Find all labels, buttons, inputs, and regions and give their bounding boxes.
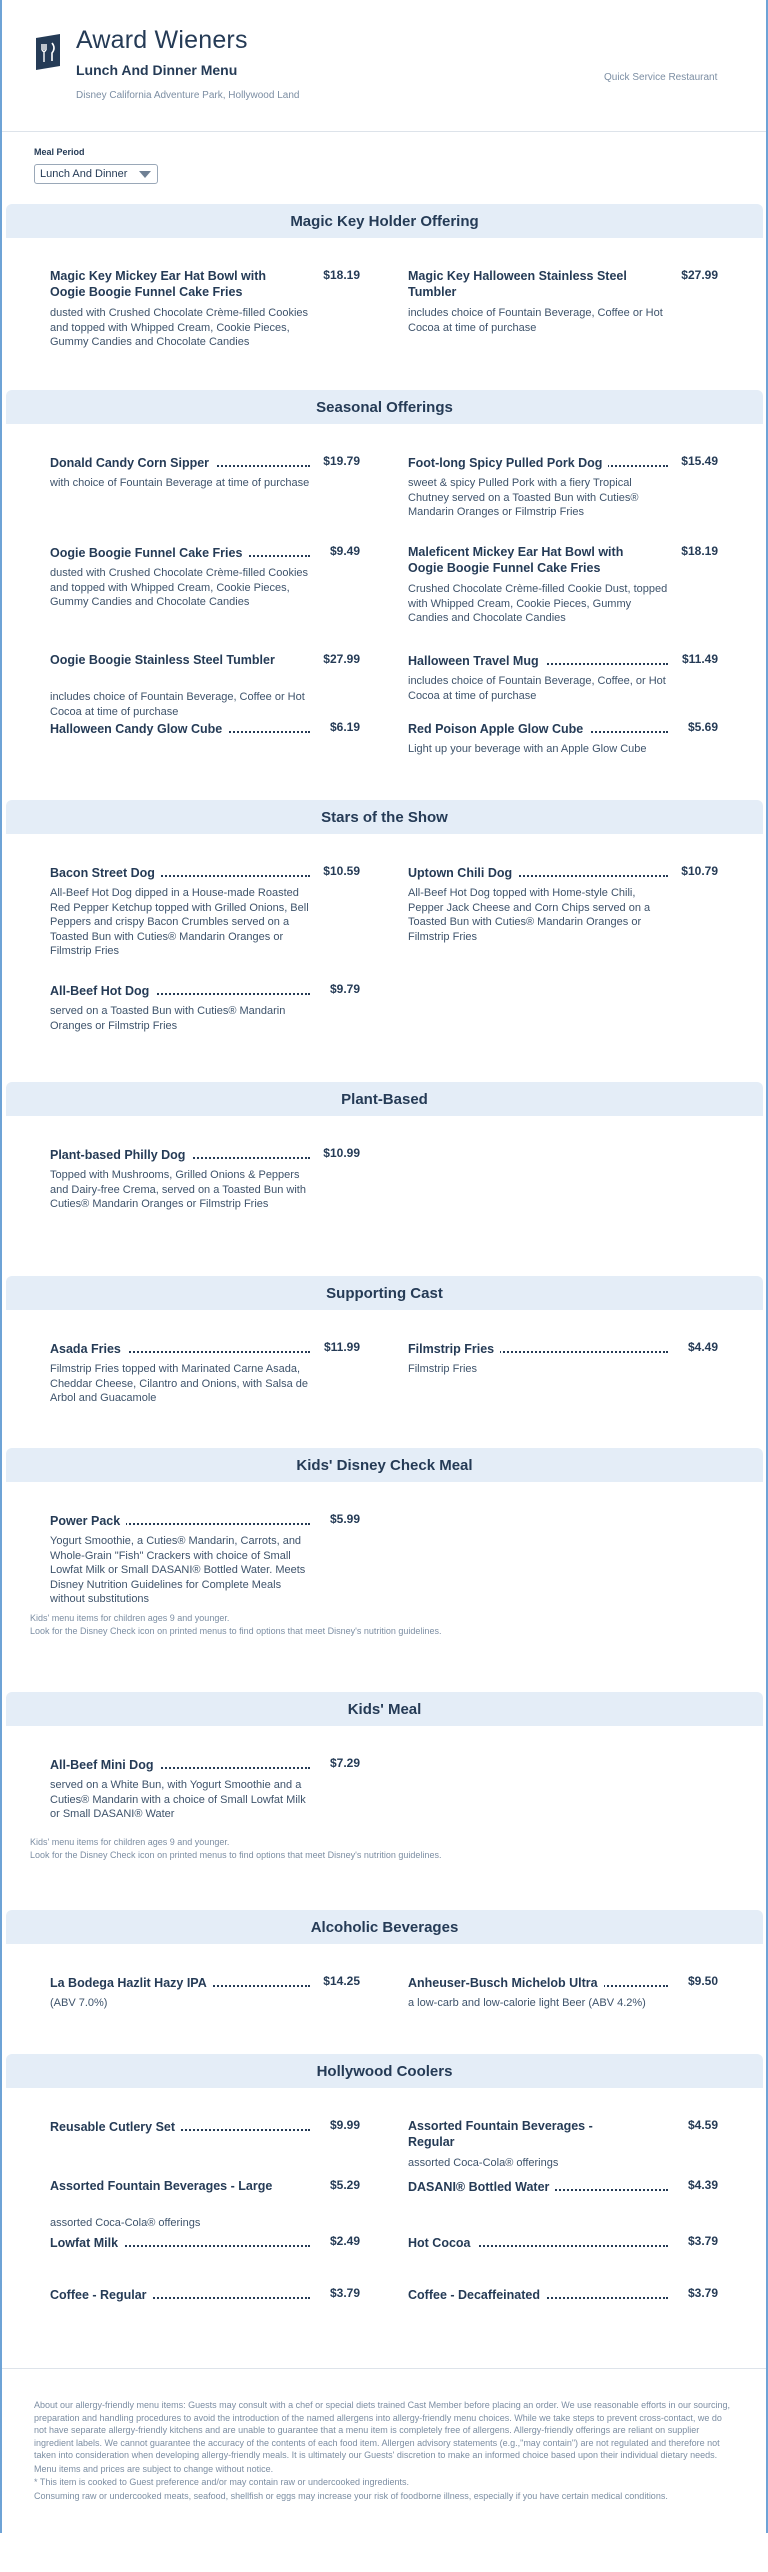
restaurant-name: Award Wieners [76,26,248,54]
item-name: Halloween Candy Glow Cube [50,722,228,736]
item-price: $18.19 [317,268,360,282]
item-description: All-Beef Hot Dog topped with Home-style Chili, Pepper Jack Cheese and Corn Chips served on a Toasted Bun with Cuties® Mandarin Oranges or Filmstrip Fries [408,887,651,943]
menu-item [50,2234,360,2250]
section-items [2,864,766,1052]
item-name: Power Pack [50,1514,126,1528]
section-kids-meal [2,1692,766,1910]
item-price: $10.59 [317,864,360,878]
section-kids-disney-check-meal [2,1448,766,1692]
item-description: Filmstrip Fries [408,1363,478,1375]
item-description: assorted Coca-Cola® offerings [50,2217,201,2229]
item-name: Coffee - Regular [50,2288,153,2302]
menu-item [408,2286,718,2302]
item-description: Yogurt Smoothie, a Cuties® Mandarin, Carrots, and Whole-Grain "Fish" Crackers with choice of Small Lowfat Milk or Small DASANI® Bottled Water. Meets Disney Nutrition Guidelines for Complete Meals without substitutions [50,1535,306,1605]
item-name: Filmstrip Fries [408,1342,500,1356]
item-description: Topped with Mushrooms, Grilled Onions & Peppers and Dairy-free Crema, served on a Toasted Bun with Cuties® Mandarin Oranges or Filmstrip Fries [50,1169,306,1210]
service-type: Quick Service Restaurant [604,72,718,83]
section-supporting-cast [2,1276,766,1448]
item-price: $11.49 [676,652,718,666]
item-price: $11.99 [318,1340,360,1354]
section-items [2,1512,766,1662]
item-description: a low-carb and low-calorie light Beer (ABV 4.2%) [408,1997,646,2009]
section-seasonal-offerings [2,390,766,800]
item-name: Magic Key Mickey Ear Hat Bowl with Oogie Boogie Funnel Cake Fries [50,268,290,300]
section-items [2,1146,766,1246]
item-description: includes choice of Fountain Beverage, Coffee or Hot Cocoa at time of purchase [50,691,305,718]
item-price: $14.25 [317,1974,360,1988]
item-price: $19.79 [317,454,360,468]
item-price: $27.99 [675,268,718,282]
menu-item [50,1146,360,1212]
menu-item [50,652,360,719]
item-price: $10.99 [317,1146,360,1160]
item-name: Oogie Boogie Stainless Steel Tumbler [50,652,290,668]
section-title: Kids' Meal [6,1692,763,1726]
item-price: $3.79 [682,2234,718,2248]
item-name: Anheuser-Busch Michelob Ultra [408,1976,604,1990]
menu-item [408,1340,718,1377]
menu-item [50,720,360,736]
caret-down-icon [139,171,151,178]
menu-item [408,2118,718,2171]
item-description: includes choice of Fountain Beverage, Coffee, or Hot Cocoa at time of purchase [408,675,666,702]
item-name: Maleficent Mickey Ear Hat Bowl with Oogie Boogie Funnel Cake Fries [408,544,648,576]
section-title: Hollywood Coolers [6,2054,763,2088]
kids-age-note: Kids' menu items for children ages 9 and younger. [30,1613,230,1623]
section-items [2,1756,766,1880]
section-stars-of-the-show [2,800,766,1082]
menu-item [50,2118,360,2134]
item-price: $4.49 [682,1340,718,1354]
item-description: sweet & spicy Pulled Pork with a fiery Tropical Chutney served on a Toasted Bun with Cuties® Mandarin Oranges or Filmstrip Fries [408,477,639,518]
meal-period-select[interactable] [34,164,158,184]
section-magic-key-holder-offering [2,204,766,390]
item-name: Red Poison Apple Glow Cube [408,722,589,736]
item-description: served on a White Bun, with Yogurt Smoothie and a Cuties® Mandarin with a choice of Small Lowfat Milk or Small DASANI® Water [50,1779,306,1820]
meal-period-label: Meal Period [34,147,85,157]
menu-item [408,720,718,757]
item-name: Coffee - Decaffeinated [408,2288,546,2302]
item-price: $5.69 [682,720,718,734]
item-name: Hot Cocoa [408,2236,477,2250]
section-items [2,454,766,770]
item-price: $9.99 [324,2118,360,2132]
item-description: All-Beef Hot Dog dipped in a House-made Roasted Red Pepper Ketchup topped with Grilled Onions, Bell Peppers and crispy Bacon Crumbles served on a Toasted Bun with Cuties® Mandarin Oranges or Filmstrip Fries [50,887,309,957]
item-price: $3.79 [682,2286,718,2300]
item-price: $27.99 [317,652,360,666]
section-title: Plant-Based [6,1082,763,1116]
menu-item [50,454,360,491]
menu-item [50,982,360,1033]
meal-period-selected: Lunch And Dinner [40,168,128,180]
section-title: Supporting Cast [6,1276,763,1310]
item-description: includes choice of Fountain Beverage, Coffee or Hot Cocoa at time of purchase [408,307,663,334]
disney-check-note: Look for the Disney Check icon on printed menus to find options that meet Disney's nutrition guidelines. [30,1850,442,1860]
menu-page [2,0,766,2533]
item-price: $4.59 [682,2118,718,2132]
item-price: $9.79 [324,982,360,996]
item-description: served on a Toasted Bun with Cuties® Mandarin Oranges or Filmstrip Fries [50,1005,286,1032]
item-name: Assorted Fountain Beverages - Large [50,2178,290,2194]
item-price: $9.50 [682,1974,718,1988]
section-title: Alcoholic Beverages [6,1910,763,1944]
price-change-notice: Menu items and prices are subject to change without notice. [34,2463,274,2474]
item-description: dusted with Crushed Chocolate Crème-filled Cookies and topped with Whipped Cream, Cookie Pieces, Gummy Candies and Chocolate Candies [50,307,309,348]
item-name: All-Beef Mini Dog [50,1758,159,1772]
menu-header [2,0,766,132]
item-name: Uptown Chili Dog [408,866,518,880]
item-price: $2.49 [324,2234,360,2248]
item-price: $15.49 [675,454,718,468]
menu-item [408,268,718,335]
cooked-notice: * This item is cooked to Guest preference and/or may contain raw or undercooked ingredients. [34,2477,410,2487]
item-name: La Bodega Hazlit Hazy IPA [50,1976,213,1990]
item-description: with choice of Fountain Beverage at time of purchase [50,477,310,489]
item-price: $9.49 [324,544,360,558]
menu-item [408,864,718,944]
disney-check-note: Look for the Disney Check icon on printed menus to find options that meet Disney's nutrition guidelines. [30,1626,442,1636]
item-price: $6.19 [324,720,360,734]
menu-item [50,2178,360,2231]
section-title: Kids' Disney Check Meal [6,1448,763,1482]
section-title: Stars of the Show [6,800,763,834]
menu-item [408,1974,718,2011]
item-name: DASANI® Bottled Water [408,2180,555,2194]
park-location: Disney California Adventure Park, Hollywood Land [76,90,300,101]
item-description: assorted Coca-Cola® offerings [408,2157,559,2169]
item-name: Plant-based Philly Dog [50,1148,191,1162]
item-name: All-Beef Hot Dog [50,984,155,998]
menu-item [408,2178,718,2194]
item-description: dusted with Crushed Chocolate Crème-filled Cookies and topped with Whipped Cream, Cookie Pieces, Gummy Candies and Chocolate Candies [50,567,309,608]
section-items [2,2118,766,2338]
item-price: $5.99 [324,1512,360,1526]
item-name: Reusable Cutlery Set [50,2120,181,2134]
raw-food-notice: Consuming raw or undercooked meats, seafood, shellfish or eggs may increase your risk of foodborne illness, especially if you have certain medical conditions. [34,2490,668,2501]
section-items [2,268,766,360]
menu-sections [2,204,766,2368]
menu-item [50,1756,360,1822]
menu-item [408,454,718,520]
item-name: Magic Key Halloween Stainless Steel Tumbler [408,268,648,300]
section-alcoholic-beverages [2,1910,766,2054]
menu-item [408,652,718,703]
item-name: Foot-long Spicy Pulled Pork Dog [408,456,608,470]
meal-period-filter [2,132,766,204]
menu-item [50,1974,360,2011]
menu-item [50,544,360,610]
section-plant-based [2,1082,766,1276]
menu-item [408,2234,718,2250]
section-title: Seasonal Offerings [6,390,763,424]
item-name: Oogie Boogie Funnel Cake Fries [50,546,248,560]
menu-item [50,268,360,350]
menu-item [50,1512,360,1607]
menu-item [50,2286,360,2302]
item-name: Halloween Travel Mug [408,654,545,668]
section-title: Magic Key Holder Offering [6,204,763,238]
allergy-notice: About our allergy-friendly menu items: Guests may consult with a chef or special diets trained Cast Member before placing an order. We use reasonable efforts in our sourcing, preparation and handling procedures to avoid the introduction of the named allergens into allergy-friendly menu choices. While we take steps to prevent cross-contact, we do not have separate allergy-friendly kitchens and are unable to guarantee that a menu item is completely free of allergens. Allergy-friendly offerings are reliant on supplier ingredient labels. We cannot guarantee the accuracy of the contents of each food item. Allergen advisory statements (e.g.,"may contain") are not regulated and therefore not taken into consideration when developing allergy-friendly meals. It is ultimately our Guests' discretion to make an informed choice based upon their individual dietary needs. [34,2400,731,2460]
item-description: Light up your beverage with an Apple Glow Cube [408,743,647,755]
menu-item [50,1340,360,1406]
menu-item [408,544,718,626]
menu-footer [2,2368,766,2533]
item-price: $18.19 [675,544,718,558]
item-name: Assorted Fountain Beverages - Regular [408,2118,648,2150]
item-description: Crushed Chocolate Crème-filled Cookie Dust, topped with Whipped Cream, Cookie Pieces, Gummy Candies and Chocolate Candies [408,583,668,624]
section-items [2,1340,766,1418]
item-price: $7.29 [324,1756,360,1770]
item-name: Donald Candy Corn Sipper [50,456,215,470]
item-price: $3.79 [324,2286,360,2300]
menu-item [50,864,360,959]
kids-age-note: Kids' menu items for children ages 9 and younger. [30,1837,230,1847]
item-description: (ABV 7.0%) [50,1997,108,2009]
item-name: Bacon Street Dog [50,866,161,880]
section-items [2,1974,766,2024]
section-hollywood-coolers [2,2054,766,2368]
item-price: $10.79 [675,864,718,878]
item-price: $5.29 [324,2178,360,2192]
item-name: Lowfat Milk [50,2236,124,2250]
item-description: Filmstrip Fries topped with Marinated Carne Asada, Cheddar Cheese, Cilantro and Onions, with Salsa de Arbol and Guacamole [50,1363,309,1404]
menu-type: Lunch And Dinner Menu [76,62,238,78]
dining-logo-icon [34,32,62,72]
item-price: $4.39 [682,2178,718,2192]
item-name: Asada Fries [50,1342,127,1356]
